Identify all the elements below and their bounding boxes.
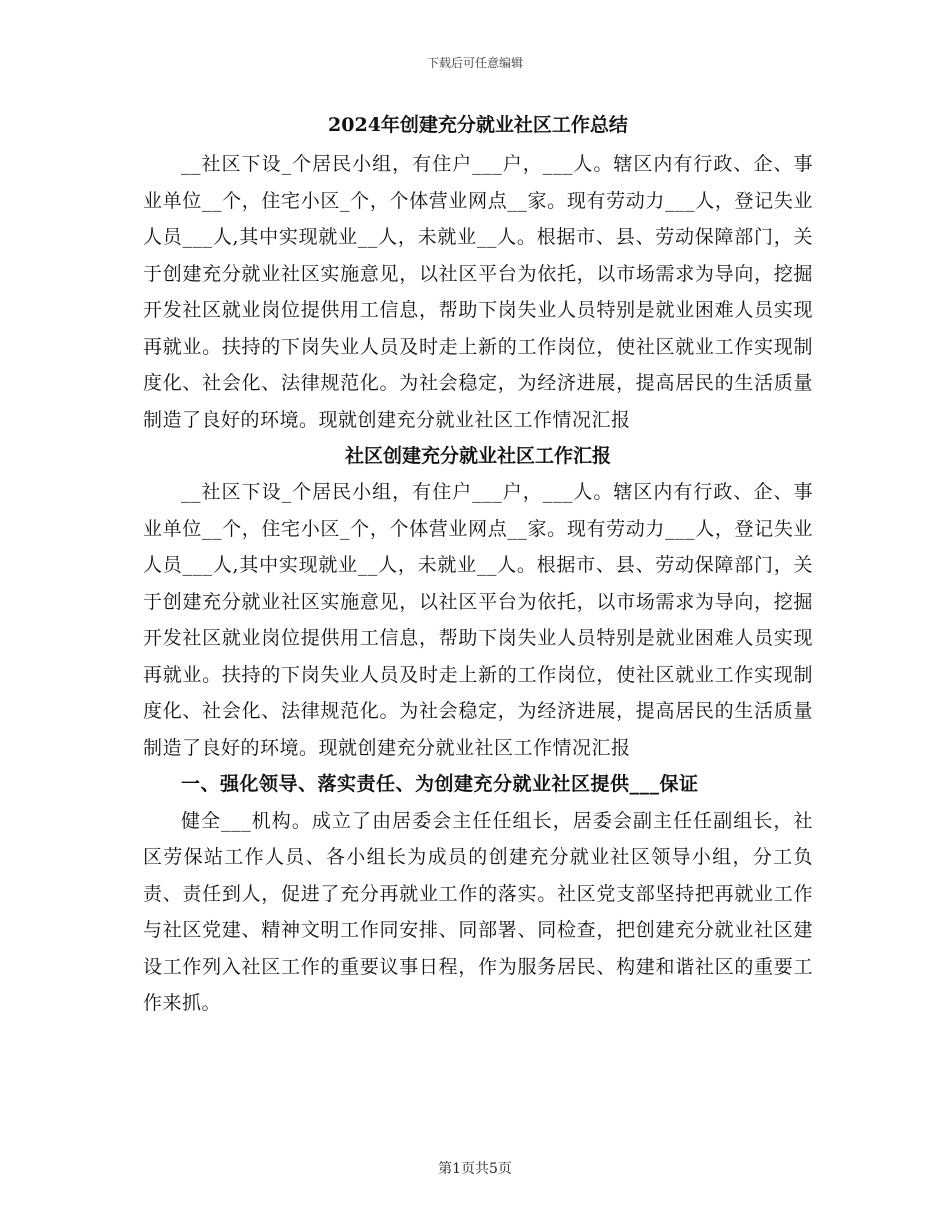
document-title: 2024年创建充分就业社区工作总结 — [328, 114, 628, 136]
page-number: 第1页共5页 — [438, 1161, 512, 1177]
paragraph-report: __社区下设_个居民小组，有住户___户，___人。辖区内有行政、企、事业单位__个，住宅小区_个，个体营业网点__家。现有劳动力___人，登记失业人员___人,其中实现就业__人，未就业__人。根据市、县、劳动保障部门，关于创建充分就业社区实施意见，以社区平台为依托，以市场需求为导向，挖掘开发社区就业岗位提供用工信息，帮助下岗失业人员特别是就业困难人员实现再就业。扶持的下岗失业人员及时走上新的工作岗位，使社区就业工作实现制度化、社会化、法律规范化。为社会稳定，为经济进展，提高居民的生活质量制造了良好的环境。现就创建充分就业社区工作情况汇报 — [143, 481, 813, 759]
document-body — [143, 110, 813, 1022]
document-subtitle: 社区创建充分就业社区工作汇报 — [344, 445, 611, 467]
section-heading-1: 一、强化领导、落实责任、为创建充分就业社区提供___保证 — [181, 773, 699, 795]
paragraph-intro: __社区下设_个居民小组，有住户___户，___人。辖区内有行政、企、事业单位__个，住宅小区_个，个体营业网点__家。现有劳动力___人，登记失业人员___人,其中实现就业__人，未就业__人。根据市、县、劳动保障部门，关于创建充分就业社区实施意见，以社区平台为依托，以市场需求为导向，挖掘开发社区就业岗位提供用工信息，帮助下岗失业人员特别是就业困难人员实现再就业。扶持的下岗失业人员及时走上新的工作岗位，使社区就业工作实现制度化、社会化、法律规范化。为社会稳定，为经济进展，提高居民的生活质量制造了良好的环境。现就创建充分就业社区工作情况汇报 — [143, 153, 813, 431]
header-note: 下载后可任意编辑 — [426, 56, 523, 70]
paragraph-section-1: 健全___机构。成立了由居委会主任任组长，居委会副主任任副组长，社区劳保站工作人员、各小组长为成员的创建充分就业社区领导小组，分工负责、责任到人，促进了充分再就业工作的落实。社区党支部坚持把再就业工作与社区党建、精神文明工作同安排、同部署、同检查，把创建充分就业社区建设工作列入社区工作的重要议事日程，作为服务居民、构建和谐社区的重要工作来抓。 — [143, 809, 813, 1014]
